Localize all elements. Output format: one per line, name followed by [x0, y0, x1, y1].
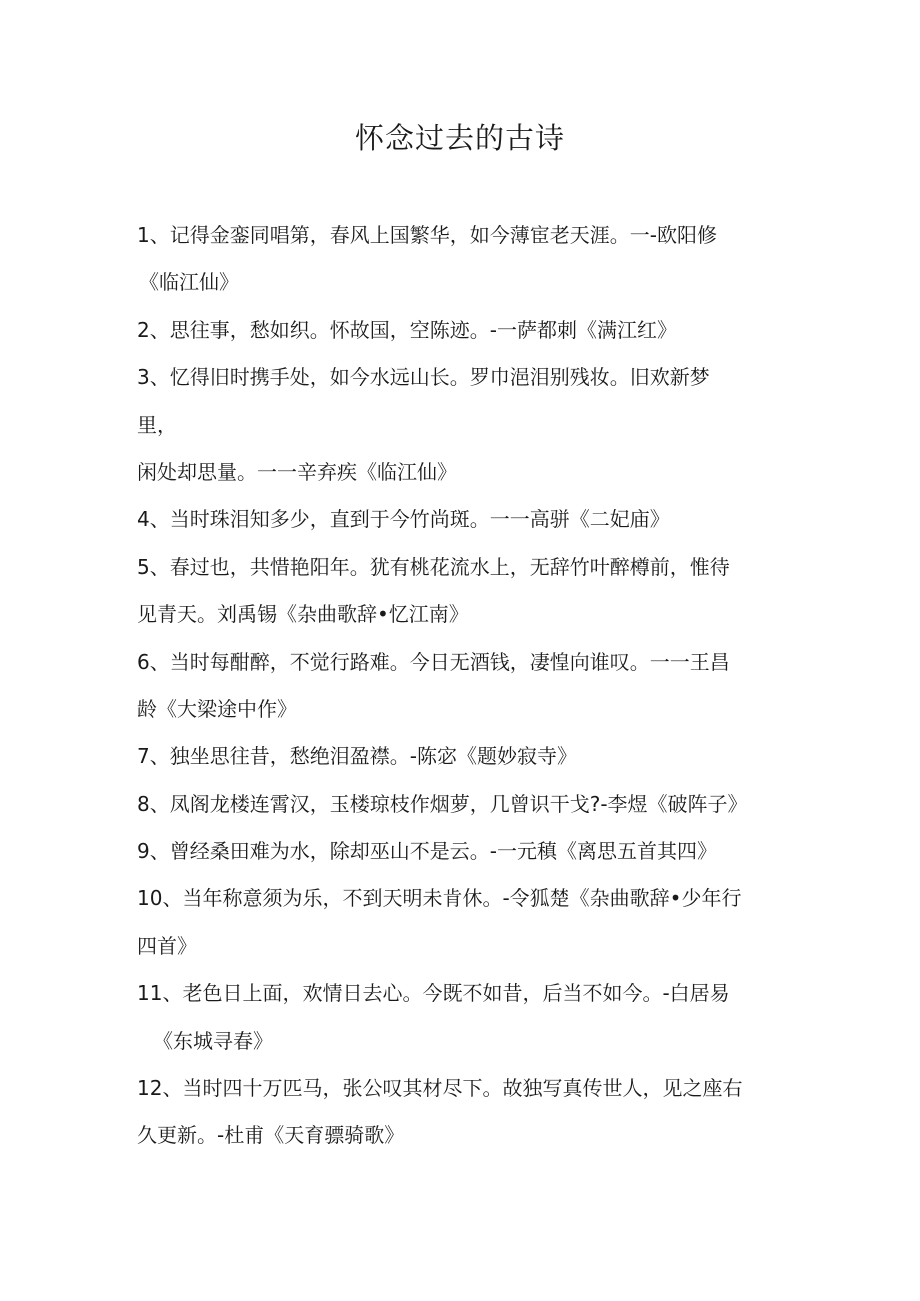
poem-line-6-cont: 龄《大梁途中作》: [137, 696, 297, 721]
poem-line-12-cont: 久更新。-杜甫《天育骠骑歌》: [137, 1123, 405, 1148]
poem-line-3-cont: 里，: [137, 412, 177, 437]
poem-line-1: 1、记得金銮同唱第，春风上国繁华，如今薄宦老天涯。一-欧阳修: [137, 223, 717, 247]
poem-line-2: 2、思往事，愁如织。怀故国，空陈迹。-一萨都刺《满江红》: [137, 317, 677, 342]
poem-line-10-cont: 四首》: [137, 933, 197, 958]
poem-list: [137, 212, 797, 1160]
poem-line-11-cont: 《东城寻春》: [153, 1028, 273, 1053]
poem-line-10: 10、当年称意须为乐，不到天明未肯休。-令狐楚《杂曲歌辞•少年行: [137, 886, 742, 911]
poem-line-3: 3、忆得旧时携手处，如今水远山长。罗巾浥泪别残妆。旧欢新梦: [137, 365, 710, 390]
poem-line-12: 12、当时四十万匹马，张公叹其材尽下。故独写真传世人，见之座右: [137, 1076, 743, 1101]
poem-line-3-cont2: 闲处却思量。一一辛弃疾《临江仙》: [137, 459, 457, 484]
poem-line-7: 7、独坐思往昔，愁绝泪盈襟。-陈宓《题妙寂寺》: [137, 744, 577, 769]
poem-line-6: 6、当时每酣醉，不觉行路难。今日无酒钱，凄惶向谁叹。一一王昌: [137, 649, 730, 674]
poem-line-5-cont: 见青天。刘禹锡《杂曲歌辞•忆江南》: [137, 602, 469, 627]
poem-line-5: 5、春过也，共惜艳阳年。犹有桃花流水上，无辞竹叶醉樽前，惟待: [137, 554, 730, 579]
poem-line-4: 4、当时珠泪知多少，直到于今竹尚斑。一一高骈《二妃庙》: [137, 507, 670, 532]
poem-line-11: 11、老色日上面，欢情日去心。今既不如昔，后当不如今。-白居易: [137, 981, 730, 1006]
poem-line-1-cont: 《临江仙》: [139, 270, 239, 295]
poem-line-8: 8、凤阁龙楼连霄汉，玉楼琼枝作烟萝，几曾识干戈?-李煜《破阵子》: [137, 791, 748, 816]
poem-line-9: 9、曾经桑田难为水，除却巫山不是云。-一元稹《离思五首其四》: [137, 839, 717, 864]
page-title: 怀念过去的古诗: [354, 121, 565, 155]
